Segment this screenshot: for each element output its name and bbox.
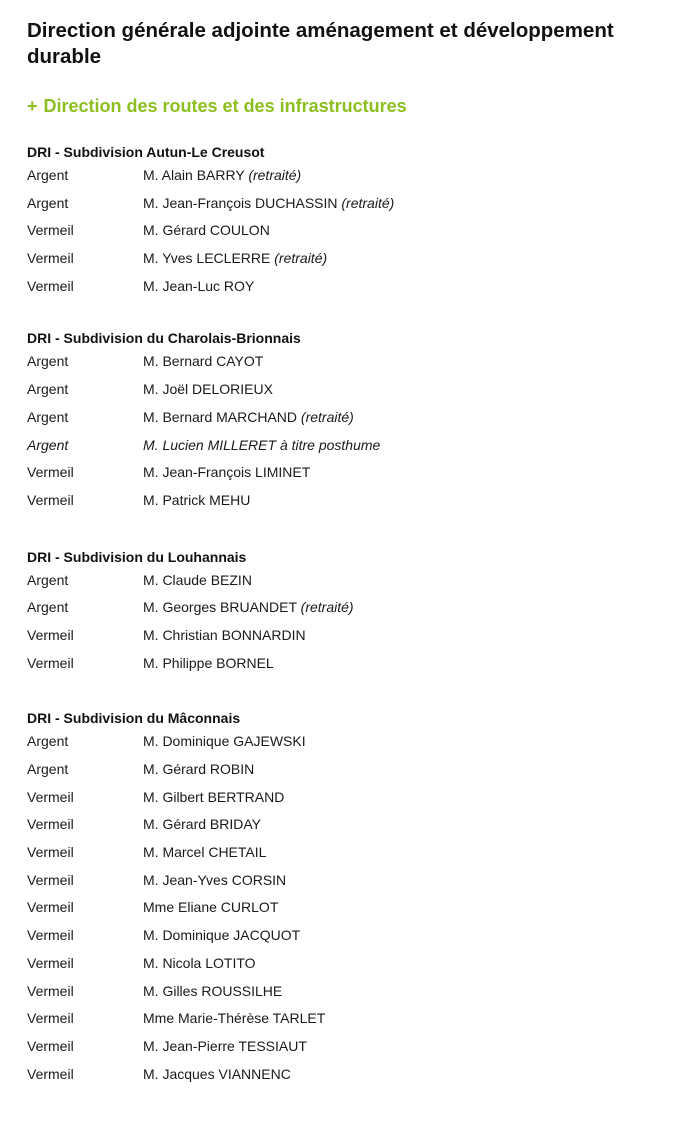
- recipient-name: M. Jean-Yves CORSIN: [143, 871, 287, 888]
- subdivision-title: DRI - Subdivision Autun-Le Creusot: [27, 144, 265, 160]
- recipient: [143, 571, 252, 589]
- medal-grade: Vermeil: [27, 654, 74, 671]
- recipient: [143, 815, 261, 833]
- list-item: [27, 436, 687, 464]
- recipient-name: M. Claude BEZIN: [143, 571, 252, 588]
- list-item: [27, 380, 687, 408]
- list-item: [27, 463, 687, 491]
- medal-grade: Vermeil: [27, 491, 74, 508]
- page: [27, 18, 687, 1092]
- recipient: [143, 760, 254, 778]
- list-item: [27, 352, 687, 380]
- medal-grade: Vermeil: [27, 222, 74, 239]
- recipient: [143, 491, 250, 509]
- recipient-name: M. Marcel CHETAIL: [143, 844, 267, 861]
- recipient-name: M. Yves LECLERRE: [143, 250, 271, 267]
- recipient: [143, 954, 256, 972]
- recipient-name: M. Christian BONNARDIN: [143, 626, 306, 643]
- subdivision-section: [27, 328, 687, 518]
- medal-grade: Vermeil: [27, 927, 74, 944]
- recipient: [143, 598, 354, 616]
- recipient: [143, 788, 284, 806]
- recipient: [143, 249, 327, 267]
- list-item: [27, 571, 687, 599]
- recipient: [143, 1037, 307, 1055]
- recipient: [143, 654, 274, 672]
- list-item: [27, 598, 687, 626]
- list-item: [27, 221, 687, 249]
- medal-grade: Vermeil: [27, 277, 74, 294]
- recipient: [143, 926, 300, 944]
- recipient-name: M. Philippe BORNEL: [143, 654, 274, 671]
- medal-grade: Argent: [27, 436, 69, 453]
- medal-grade: Vermeil: [27, 464, 74, 481]
- medal-grade: Argent: [27, 761, 69, 777]
- subdivision-title: DRI - Subdivision du Charolais-Brionnais: [27, 330, 301, 347]
- subdivision-section: [27, 547, 687, 682]
- medal-grade: Argent: [27, 167, 69, 183]
- medal-grade: Vermeil: [27, 788, 74, 805]
- recipient-note: (retraité): [274, 250, 328, 267]
- medal-grade: Vermeil: [27, 982, 74, 999]
- recipient-note: (retraité): [300, 408, 354, 425]
- medal-grade: Argent: [27, 381, 69, 398]
- list-item: [27, 626, 687, 654]
- recipient: [143, 898, 278, 916]
- subdivision-title: DRI - Subdivision du Louhannais: [27, 548, 247, 565]
- subdivision-list: [27, 142, 687, 1092]
- recipient-name: M. Joël DELORIEUX: [143, 381, 273, 398]
- recipient: [143, 194, 394, 212]
- list-item: [27, 249, 687, 277]
- recipient-name: M. Jean-Pierre TESSIAUT: [143, 1037, 307, 1054]
- recipient-name: M. Lucien MILLERET à titre posthume: [143, 436, 381, 453]
- list-item: [27, 760, 687, 788]
- recipient-name: M. Jacques VIANNENC: [143, 1065, 291, 1082]
- list-item: [27, 843, 687, 871]
- medal-grade: Argent: [27, 733, 69, 750]
- list-item: [27, 982, 687, 1010]
- medal-grade: Argent: [27, 571, 69, 588]
- list-item: [27, 491, 687, 519]
- recipient-name: M. Gérard COULON: [143, 222, 270, 239]
- recipient-name: M. Patrick MEHU: [143, 491, 251, 508]
- recipient-name: Mme Marie-Thérèse TARLET: [143, 1010, 326, 1027]
- recipient-name: Mme Eliane CURLOT: [143, 899, 279, 916]
- recipient: [143, 408, 354, 426]
- recipient-name: M. Dominique GAJEWSKI: [143, 733, 306, 750]
- medal-grade: Argent: [27, 599, 69, 616]
- recipient: [143, 380, 273, 398]
- list-item: [27, 788, 687, 816]
- recipient-note: (retraité): [248, 167, 302, 183]
- list-item: [27, 654, 687, 682]
- list-item: [27, 1009, 687, 1037]
- list-item: [27, 1037, 687, 1065]
- list-item: [27, 194, 687, 222]
- recipient-name: M. Bernard MARCHAND: [143, 408, 298, 425]
- medal-grade: Vermeil: [27, 1065, 74, 1082]
- medal-grade: Vermeil: [27, 871, 74, 888]
- medal-grade: Vermeil: [27, 954, 74, 971]
- medal-grade: Argent: [27, 408, 69, 425]
- medal-grade: Vermeil: [27, 250, 74, 267]
- expand-plus-icon[interactable]: +: [27, 96, 38, 116]
- page-title: Direction générale adjointe aménagement et développement durable: [27, 19, 614, 68]
- medal-grade: Argent: [27, 194, 69, 211]
- subdivision-section: [27, 708, 687, 1092]
- recipient: [143, 463, 310, 481]
- section-heading[interactable]: [27, 94, 687, 118]
- recipient: [143, 732, 306, 750]
- recipient-name: M. Gérard ROBIN: [143, 761, 255, 777]
- recipient-name: M. Alain BARRY: [143, 167, 245, 183]
- list-item: [27, 926, 687, 954]
- list-item: [27, 1065, 687, 1093]
- medal-grade: Vermeil: [27, 1037, 74, 1054]
- medal-grade: Vermeil: [27, 626, 74, 643]
- recipient-name: M. Dominique JACQUOT: [143, 927, 301, 944]
- medal-grade: Argent: [27, 353, 69, 370]
- recipient: [143, 277, 254, 295]
- list-item: [27, 166, 687, 194]
- subdivision-section: [27, 142, 687, 304]
- medal-grade: Vermeil: [27, 844, 74, 861]
- recipient-note: (retraité): [300, 599, 354, 616]
- list-item: [27, 898, 687, 926]
- recipient: [143, 1009, 325, 1027]
- list-item: [27, 815, 687, 843]
- subdivision-title: DRI - Subdivision du Mâconnais: [27, 710, 241, 727]
- recipient: [143, 436, 380, 454]
- list-item: [27, 408, 687, 436]
- list-item: [27, 732, 687, 760]
- medal-grade: Vermeil: [27, 1010, 74, 1027]
- recipient-name: M. Jean-François LIMINET: [143, 464, 311, 481]
- list-item: [27, 954, 687, 982]
- recipient-name: M. Bernard CAYOT: [143, 353, 264, 370]
- medal-grade: Vermeil: [27, 816, 74, 833]
- recipient: [143, 843, 266, 861]
- recipient: [143, 221, 270, 239]
- recipient: [143, 1065, 291, 1083]
- recipient: [143, 871, 286, 889]
- section-heading-label: Direction des routes et des infrastructures: [43, 96, 407, 116]
- recipient-name: M. Nicola LOTITO: [143, 954, 256, 971]
- recipient-name: M. Gérard BRIDAY: [143, 816, 261, 833]
- recipient-name: M. Jean-Luc ROY: [143, 277, 255, 294]
- recipient: [143, 352, 263, 370]
- recipient: [143, 982, 282, 1000]
- recipient-name: M. Jean-François DUCHASSIN: [143, 194, 338, 211]
- recipient-name: M. Gilbert BERTRAND: [143, 788, 285, 805]
- list-item: [27, 871, 687, 899]
- recipient-name: M. Gilles ROUSSILHE: [143, 982, 283, 999]
- recipient-note: (retraité): [341, 194, 395, 211]
- medal-grade: Vermeil: [27, 899, 74, 916]
- list-item: [27, 277, 687, 305]
- recipient: [143, 626, 306, 644]
- recipient-name: M. Georges BRUANDET: [143, 599, 297, 616]
- recipient: [143, 166, 301, 184]
